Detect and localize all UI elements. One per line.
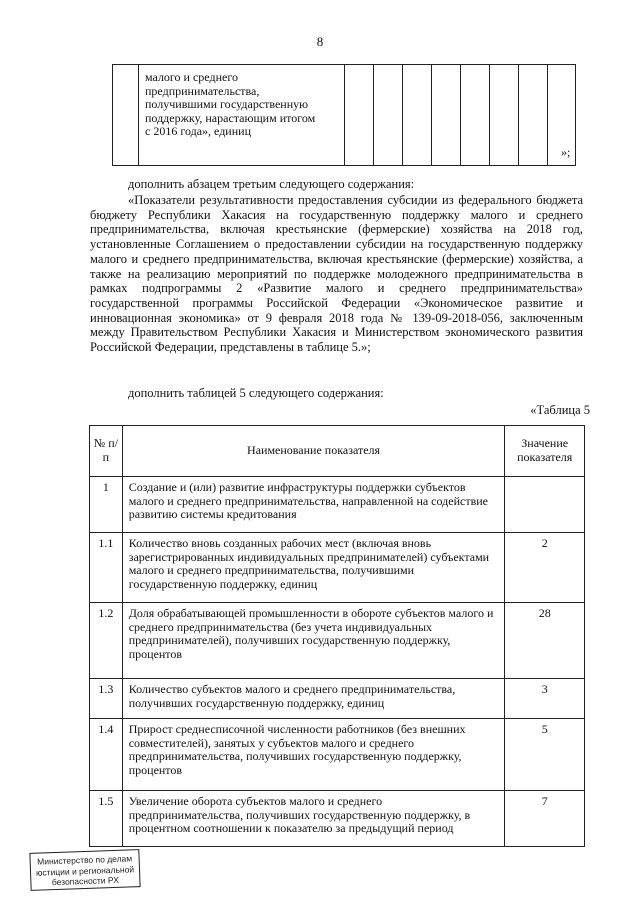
row-name: Создание и (или) развитие инфраструктуры поддержки субъектов малого и среднего предпринимательства, направленной на содействие развитию системы кредитования (122, 477, 505, 533)
table-row (90, 791, 585, 847)
stamp-line: юстиции и региональной (35, 863, 135, 878)
row-value: 7 (505, 791, 585, 847)
row-num: 1.2 (90, 603, 123, 679)
table-row (90, 719, 585, 791)
table-row (90, 533, 585, 603)
table-row (90, 679, 585, 719)
text-line: предпринимательства, (145, 83, 260, 98)
text-line: с 2016 года», единиц (145, 124, 251, 138)
table-cell (345, 65, 374, 166)
table-cell (519, 65, 548, 166)
row-value: 5 (505, 719, 585, 791)
row-num: 1.1 (90, 533, 123, 603)
header-num: № п/п (90, 426, 123, 477)
row-name: Количество вновь созданных рабочих мест (включая вновь зарегистрированных индивидуальных предпринимателей) субъектами малого и среднего предпринимательства, получившими государственную поддержку, единиц (122, 533, 505, 603)
indicator-description (139, 65, 345, 166)
row-num: 1.5 (90, 791, 123, 847)
top-table-fragment (112, 64, 576, 166)
stamp-line: безопасности РХ (51, 874, 120, 888)
table-cell (113, 65, 139, 166)
table-cell (403, 65, 432, 166)
stamp-line: Министерство по делам (36, 853, 133, 867)
table-cell (374, 65, 403, 166)
paragraph-3: дополнить таблицей 5 следующего содержания: (128, 386, 384, 400)
row-value: 2 (505, 533, 585, 603)
row-value: 28 (505, 603, 585, 679)
text-line: малого и среднего (145, 70, 238, 84)
row-name: Прирост среднесписочной численности работников (без внешних совместителей), занятых у субъектов малого и среднего предпринимательства, получивших государственную поддержку, процентов (122, 719, 505, 791)
row-value (505, 477, 585, 533)
table-cell (490, 65, 519, 166)
paragraph-2: «Показатели результативности предоставления субсидии из федерального бюджета бюджету Республики Хакасия на государственную поддержку малого и среднего предпринимательства, включая крестьянские (фермерские) хозяйства на 2018 год, установленные Соглашением о предоставлении субсидии на государственную поддержку малого и среднего предпринимательства, включая крестьянские (фермерские) хозяйства, а также на реализацию мероприятий по поддержке молодежного предпринимательства в рамках подпрограммы 2 «Развитие малого и среднего предпринимательства» государственной программы Российской Федерации «Экономическое развитие и инновационная экономика» от 9 февраля 2018 года № 139-09-2018-056, заключенным между Правительством Республики Хакасия и Министерством экономического развития Российской Федерации, представлены в таблице 5.»; (90, 193, 583, 355)
table-header-row (90, 426, 585, 477)
header-value: Значение показателя (505, 426, 585, 477)
header-name: Наименование показателя (122, 426, 505, 477)
text-line: получившими государственную (145, 97, 309, 111)
text-line: поддержку, нарастающим итогом (145, 110, 316, 125)
row-name: Увеличение оборота субъектов малого и среднего предпринимательства, получивших государственную поддержку, в процентном соотношении к показателю за предыдущий период (122, 791, 505, 847)
indicators-table (89, 425, 585, 847)
row-name: Доля обрабатывающей промышленности в обороте субъектов малого и среднего предпринимательства (без учета индивидуальных предпринимателей), получивших государственную поддержку, процентов (122, 603, 505, 679)
row-num: 1.3 (90, 679, 123, 719)
table-cell (432, 65, 461, 166)
table-caption: «Таблица 5 (530, 403, 590, 417)
page-number: 8 (316, 34, 324, 49)
closing-quote: »; (561, 145, 571, 159)
paragraph-1: дополнить абзацем третьим следующего содержания: (128, 177, 415, 191)
table-cell (461, 65, 490, 166)
row-value: 3 (505, 679, 585, 719)
row-num: 1.4 (90, 719, 123, 791)
ministry-stamp (29, 849, 140, 891)
table-row (90, 477, 585, 533)
table-row (90, 603, 585, 679)
row-name: Количество субъектов малого и среднего предпринимательства, получивших государственную поддержку, единиц (122, 679, 505, 719)
row-num: 1 (90, 477, 123, 533)
